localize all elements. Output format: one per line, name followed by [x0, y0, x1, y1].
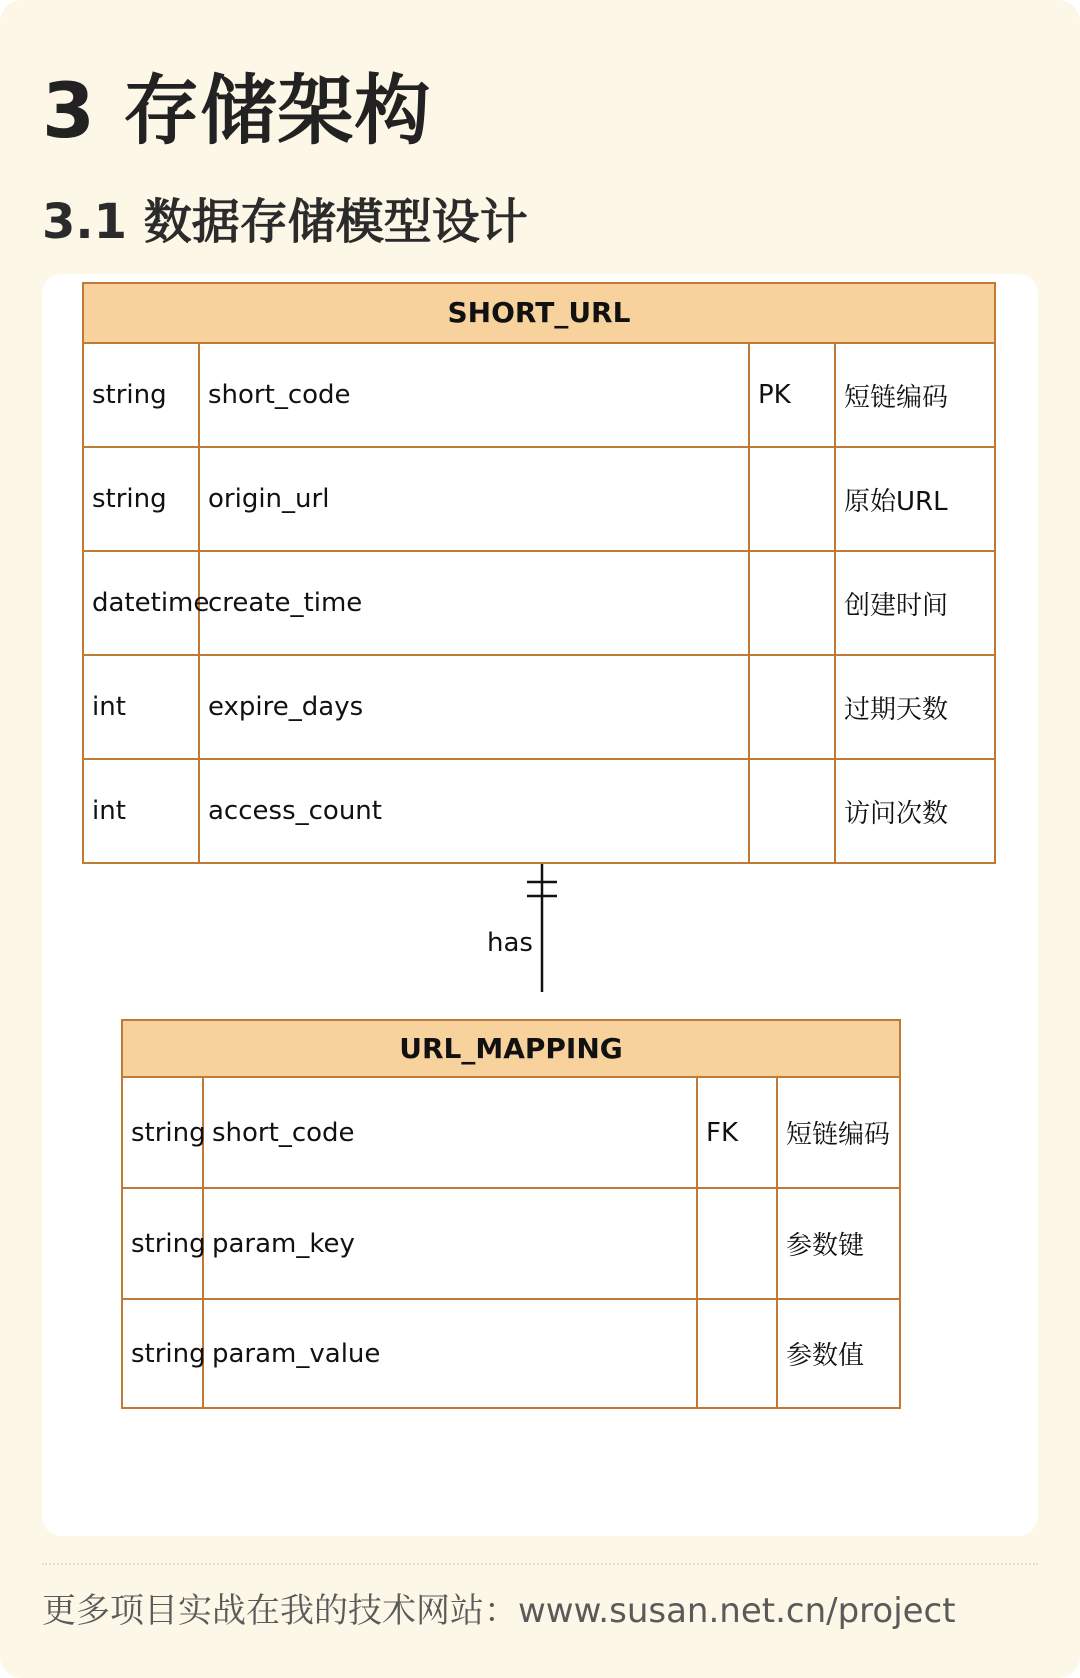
- table-row: [123, 1189, 899, 1300]
- column-type: string: [92, 484, 167, 514]
- column-type: int: [92, 692, 126, 722]
- diagram-card: [42, 274, 1038, 1536]
- entity-url-mapping: [121, 1019, 901, 1409]
- column-name: access_count: [208, 796, 382, 826]
- page-title: 3 存储架构: [42, 66, 432, 155]
- column-key: [698, 1189, 776, 1298]
- section-title: 3.1 数据存储模型设计: [42, 194, 528, 250]
- column-key: [698, 1300, 776, 1407]
- column-comment: 创建时间: [844, 590, 949, 621]
- column-name: create_time: [208, 588, 363, 618]
- entity-url-mapping-title: URL_MAPPING: [123, 1021, 899, 1078]
- column-name: expire_days: [208, 692, 364, 722]
- column-name: origin_url: [208, 484, 330, 514]
- column-name: param_key: [212, 1228, 355, 1259]
- footer-divider: [42, 1563, 1038, 1565]
- column-comment: 短链编码: [786, 1120, 891, 1150]
- column-comment: 参数值: [786, 1341, 865, 1371]
- column-name: short_code: [212, 1117, 355, 1148]
- column-type: string: [92, 380, 167, 410]
- footer-text: 更多项目实战在我的技术网站：www.susan.net.cn/project: [42, 1591, 956, 1631]
- column-type: string: [131, 1228, 206, 1259]
- column-comment: 短链编码: [844, 382, 949, 413]
- column-type: int: [92, 796, 126, 826]
- column-name: param_value: [212, 1338, 381, 1369]
- column-type: string: [131, 1117, 206, 1148]
- relationship-label: has: [487, 928, 533, 958]
- entity-short-url-title: SHORT_URL: [84, 284, 994, 344]
- table-row: [123, 1078, 899, 1189]
- column-comment: 过期天数: [844, 694, 949, 725]
- column-comment: 访问次数: [844, 798, 949, 829]
- column-key: FK: [706, 1117, 739, 1148]
- column-comment: 原始URL: [844, 486, 948, 517]
- column-comment: 参数键: [786, 1231, 865, 1261]
- column-type: datetime: [92, 588, 210, 618]
- table-row: [123, 1300, 899, 1407]
- column-type: string: [131, 1338, 206, 1369]
- column-name: short_code: [208, 380, 351, 410]
- column-key: PK: [758, 380, 791, 410]
